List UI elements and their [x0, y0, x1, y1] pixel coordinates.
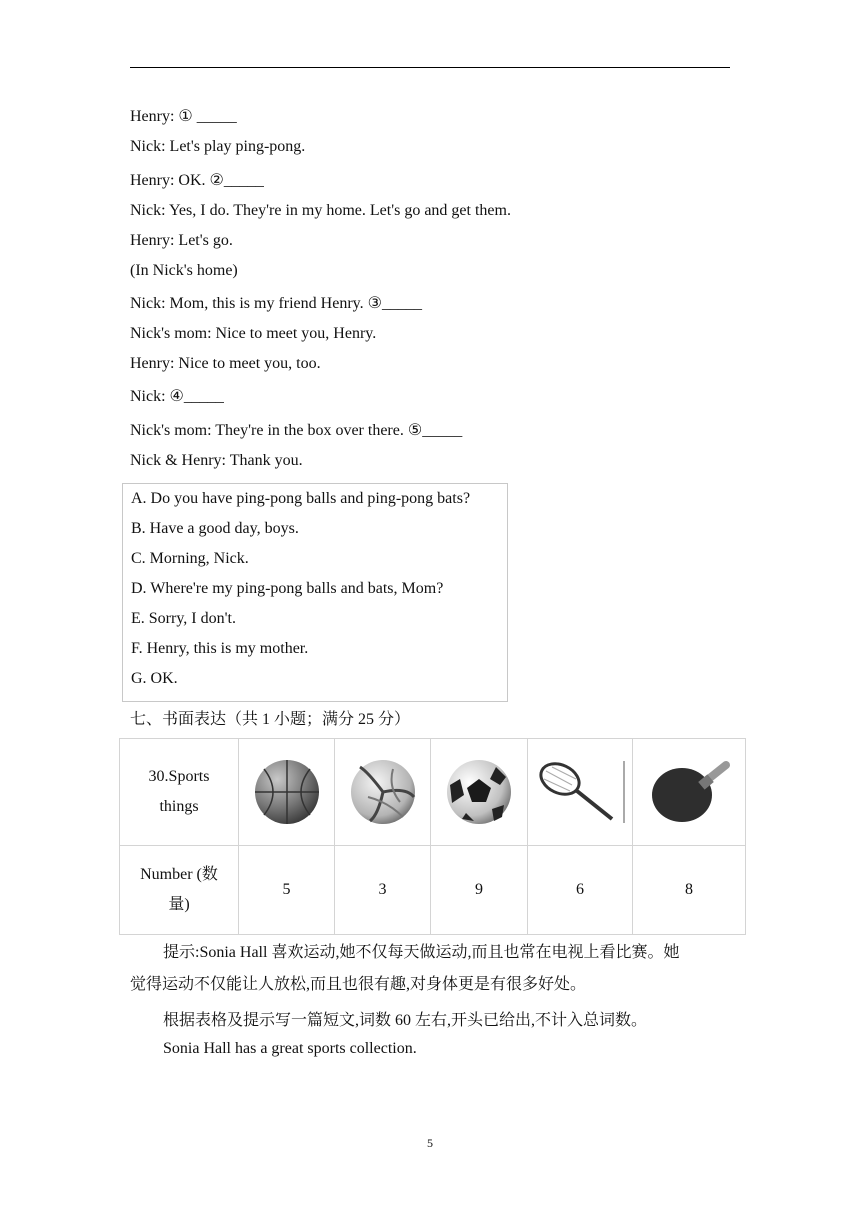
hint-line-2: 觉得运动不仅能让人放松,而且也很有趣,对身体更是有很多好处。 — [130, 976, 587, 993]
soccer-ball-number: 9 — [431, 846, 528, 935]
option-f: F. Henry, this is my mother. — [131, 640, 309, 657]
ping-pong-bat-icon — [633, 757, 745, 827]
dialogue-line-5: Henry: Let's go. — [130, 232, 233, 249]
dialogue-line-12: Nick & Henry: Thank you. — [130, 452, 303, 469]
dialogue-line-1: Henry: ① _____ — [130, 108, 237, 125]
basketball-number: 5 — [239, 846, 335, 935]
ping-pong-bat-cell — [633, 739, 746, 846]
tennis-racket-number: 6 — [528, 846, 633, 935]
volleyball-icon — [335, 757, 430, 827]
soccer-ball-cell — [431, 739, 528, 846]
sports-things-header-line2: things — [159, 798, 199, 815]
number-header — [120, 846, 239, 935]
sports-things-header — [120, 739, 239, 846]
option-e: E. Sorry, I don't. — [131, 610, 236, 627]
dialogue-line-6: (In Nick's home) — [130, 262, 238, 279]
tennis-racket-icon — [528, 757, 632, 827]
volleyball-cell — [335, 739, 431, 846]
dialogue-line-11: Nick's mom: They're in the box over there. ⑤_____ — [130, 422, 463, 439]
tennis-racket-cell — [528, 739, 633, 846]
dialogue-line-8: Nick's mom: Nice to meet you, Henry. — [130, 325, 377, 342]
volleyball-number: 3 — [335, 846, 431, 935]
hint-line-1: 提示:Sonia Hall 喜欢运动,她不仅每天做运动,而且也常在电视上看比赛。她 — [163, 944, 680, 961]
dialogue-line-7: Nick: Mom, this is my friend Henry. ③_____ — [130, 295, 422, 312]
basketball-icon — [239, 757, 334, 827]
option-a: A. Do you have ping-pong balls and ping-pong bats? — [131, 490, 471, 507]
dialogue-line-10: Nick: ④_____ — [130, 388, 224, 405]
option-c: C. Morning, Nick. — [131, 550, 249, 567]
number-row — [120, 846, 746, 935]
number-header-line2: 量) — [168, 896, 190, 913]
instruction: 根据表格及提示写一篇短文,词数 60 左右,开头已给出,不计入总词数。 — [163, 1012, 648, 1029]
option-g: G. OK. — [131, 670, 178, 687]
options-box — [122, 483, 508, 702]
option-d: D. Where're my ping-pong balls and bats, Mom? — [131, 580, 444, 597]
section-title: 七、书面表达（共 1 小题；满分 25 分） — [130, 711, 411, 728]
number-header-line1: Number (数 — [140, 866, 218, 883]
basketball-cell — [239, 739, 335, 846]
ping-pong-bat-number: 8 — [633, 846, 746, 935]
dialogue-line-3: Henry: OK. ②_____ — [130, 172, 264, 189]
dialogue-line-2: Nick: Let's play ping-pong. — [130, 138, 306, 155]
page-number: 5 — [427, 1136, 433, 1150]
opening-sentence: Sonia Hall has a great sports collection. — [163, 1040, 417, 1057]
soccer-ball-icon — [431, 757, 527, 827]
dialogue-line-4: Nick: Yes, I do. They're in my home. Let's go and get them. — [130, 202, 511, 219]
sports-things-row — [120, 739, 746, 846]
sports-table — [119, 738, 746, 935]
dialogue-line-9: Henry: Nice to meet you, too. — [130, 355, 321, 372]
header-rule — [130, 67, 730, 68]
option-b: B. Have a good day, boys. — [131, 520, 299, 537]
sports-things-header-line1: 30.Sports — [148, 768, 210, 785]
